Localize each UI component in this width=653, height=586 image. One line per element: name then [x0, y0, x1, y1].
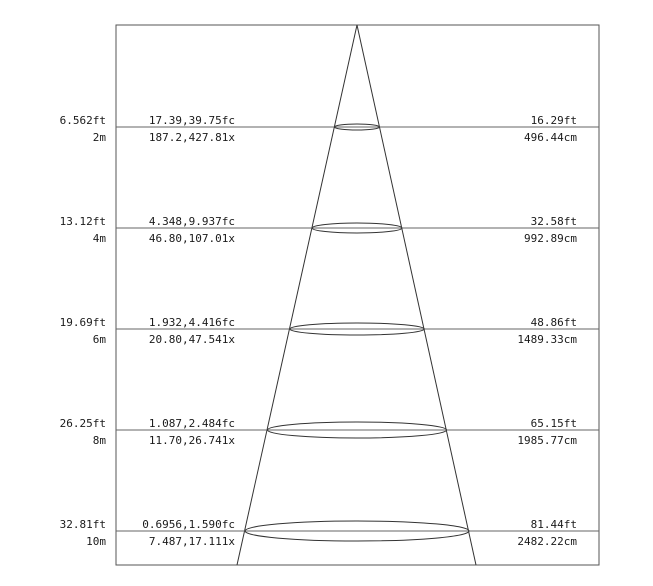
distance-feet-label: 6.562ft — [59, 114, 106, 127]
distance-feet-label: 13.12ft — [59, 215, 106, 228]
beam-diameter-cm-label: 1489.33cm — [517, 333, 577, 346]
illuminance-fc-label: 0.6956,1.590fc — [142, 518, 235, 531]
distance-meters-label: 8m — [92, 434, 106, 447]
illuminance-fc-label: 17.39,39.75fc — [148, 114, 235, 127]
beam-diameter-cm-label: 992.89cm — [524, 232, 577, 245]
beam-diameter-feet-label: 65.15ft — [530, 417, 577, 430]
beam-diameter-feet-label: 16.29ft — [530, 114, 577, 127]
illuminance-lx-label: 187.2,427.81x — [148, 131, 235, 144]
illuminance-fc-label: 4.348,9.937fc — [148, 215, 235, 228]
beam-diameter-feet-label: 81.44ft — [530, 518, 577, 531]
illuminance-lx-label: 7.487,17.111x — [148, 535, 235, 548]
beam-diameter-feet-label: 32.58ft — [530, 215, 577, 228]
beam-right-edge — [357, 25, 476, 565]
beam-left-edge — [237, 25, 357, 565]
distance-meters-label: 2m — [92, 131, 106, 144]
beam-diameter-cm-label: 2482.22cm — [517, 535, 577, 548]
illuminance-lx-label: 46.80,107.01x — [148, 232, 235, 245]
beam-diameter-feet-label: 48.86ft — [530, 316, 577, 329]
beam-diameter-cm-label: 496.44cm — [524, 131, 577, 144]
diagram-frame — [116, 25, 599, 565]
distance-feet-label: 32.81ft — [59, 518, 106, 531]
illuminance-fc-label: 1.087,2.484fc — [148, 417, 235, 430]
illuminance-fc-label: 1.932,4.416fc — [148, 316, 235, 329]
distance-meters-label: 10m — [86, 535, 106, 548]
distance-meters-label: 4m — [92, 232, 106, 245]
distance-feet-label: 19.69ft — [59, 316, 106, 329]
distance-meters-label: 6m — [92, 333, 106, 346]
illuminance-lx-label: 11.70,26.741x — [148, 434, 235, 447]
illuminance-lx-label: 20.80,47.541x — [148, 333, 235, 346]
distance-feet-label: 26.25ft — [59, 417, 106, 430]
beam-diameter-cm-label: 1985.77cm — [517, 434, 577, 447]
